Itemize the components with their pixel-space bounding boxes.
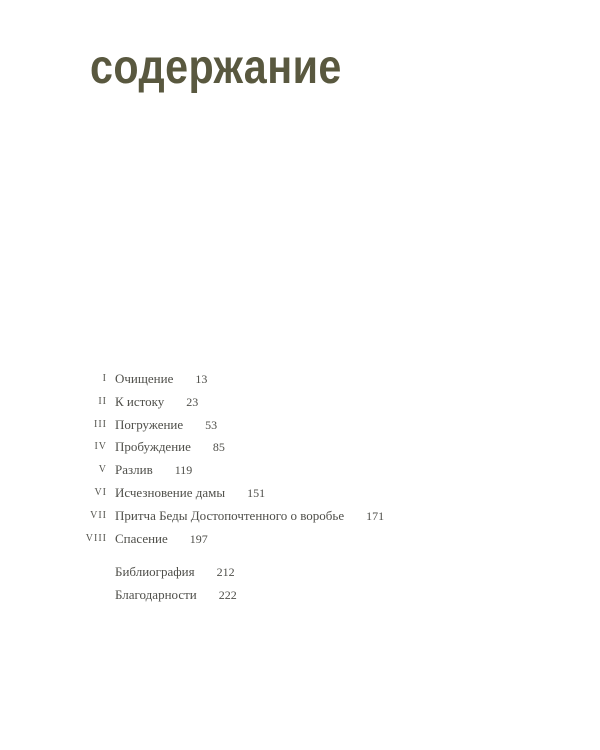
toc-entry-5[interactable] (0, 461, 600, 484)
page-number: 171 (366, 508, 385, 523)
page-number: 85 (212, 440, 225, 455)
chapter-title: Очищение (115, 371, 174, 386)
page-number: 151 (247, 485, 266, 500)
chapter-title: Разлив (115, 462, 153, 478)
chapter-number: V (98, 464, 107, 476)
table-of-contents (0, 370, 600, 552)
chapter-number: VII (90, 509, 107, 521)
section-title: Благодарности (115, 586, 197, 602)
back-matter (0, 563, 600, 608)
toc-entry-3[interactable] (0, 416, 600, 439)
page-title: содержание (90, 41, 342, 94)
page-number: 119 (174, 463, 193, 478)
chapter-title: Пробуждение (115, 439, 191, 455)
page-number: 23 (186, 394, 199, 409)
chapter-title: Спасение (115, 530, 168, 546)
chapter-title: К истоку (115, 393, 165, 409)
chapter-number: II (98, 395, 107, 407)
section-title: Библиография (115, 564, 195, 579)
toc-entry-bibliography[interactable] (0, 563, 600, 586)
toc-entry-4[interactable] (0, 438, 600, 461)
page-number: 212 (216, 565, 235, 579)
toc-entry-2[interactable] (0, 393, 600, 416)
page-number: 53 (205, 417, 218, 432)
chapter-number: I (102, 373, 107, 384)
chapter-number: IV (94, 441, 107, 453)
page-number: 197 (189, 531, 208, 546)
toc-entry-6[interactable] (0, 484, 600, 507)
chapter-number: III (94, 418, 107, 430)
toc-entry-8[interactable] (0, 530, 600, 553)
page-number: 13 (195, 372, 208, 386)
chapter-title: Погружение (115, 416, 184, 432)
toc-entry-acknowledgements[interactable] (0, 586, 600, 609)
toc-entry-1[interactable] (0, 370, 600, 393)
chapter-title: Исчезновение дамы (115, 484, 226, 500)
chapter-title: Притча Беды Достопочтенного о воробье (115, 507, 345, 523)
toc-entry-7[interactable] (0, 507, 600, 530)
chapter-number: VI (94, 486, 107, 498)
chapter-number: VIII (85, 532, 107, 544)
page-number: 222 (218, 587, 237, 602)
